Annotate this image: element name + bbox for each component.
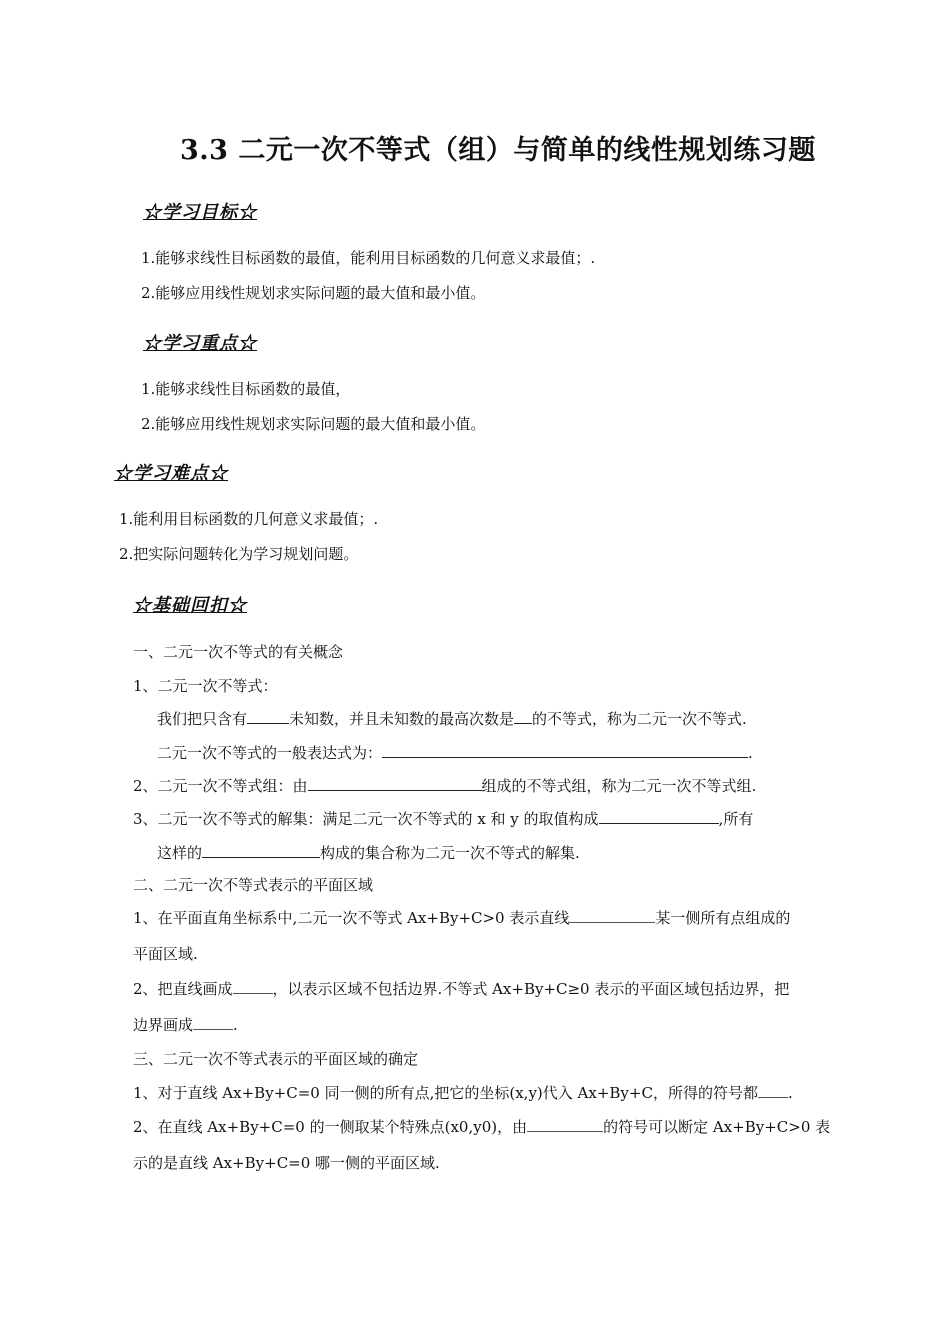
fill-blank[interactable]: [758, 1083, 788, 1098]
fill-blank[interactable]: [247, 709, 289, 724]
section-heading-difficulties: ☆学习难点☆: [114, 463, 228, 484]
text: 未知数，并且未知数的最高次数是: [289, 710, 515, 728]
fill-blank[interactable]: [382, 743, 748, 758]
fill-blank[interactable]: [569, 908, 655, 923]
text: 1、在平面直角坐标系中,二元一次不等式 Ax+By+C>0 表示直线: [133, 909, 570, 927]
text: 2、在直线 Ax+By+C=0 的一侧取某个特殊点(x0,y0)，由: [133, 1118, 528, 1136]
text: 的符号可以断定 Ax+By+C>0 表: [603, 1118, 831, 1136]
text: 二元一次不等式的一般表达式为：: [157, 744, 383, 762]
text: .: [787, 1084, 793, 1102]
part1-item2: [133, 775, 756, 796]
part1-item1-line-b: [157, 742, 753, 763]
part2-item1-line-a: [133, 907, 790, 928]
part3-item2-line-a: [133, 1116, 830, 1137]
section-heading-key-points: ☆学习重点☆: [143, 333, 257, 354]
part2-item1-line-b: 平面区域.: [133, 945, 198, 963]
text: ,所有: [718, 810, 754, 828]
fill-blank[interactable]: [233, 979, 273, 994]
part1-item1-line-a: [157, 708, 747, 729]
fill-blank[interactable]: [527, 1117, 603, 1132]
text: 某一侧所有点组成的: [655, 909, 791, 927]
section-heading-goals: ☆学习目标☆: [143, 202, 257, 223]
text: 边界画成: [133, 1016, 194, 1034]
text: 的不等式，称为二元一次不等式.: [532, 710, 747, 728]
text: 这样的: [157, 844, 203, 862]
goal-item-1: 1.能够求线性目标函数的最值，能利用目标函数的几何意义求最值；.: [141, 249, 596, 267]
goal-item-2: 2.能够应用线性规划求实际问题的最大值和最小值。: [141, 284, 486, 302]
page-title: 3.3 二元一次不等式（组）与简单的线性规划练习题: [180, 135, 816, 166]
difficulty-item-1: 1.能利用目标函数的几何意义求最值；.: [119, 510, 379, 528]
text: ，以表示区域不包括边界.不等式 Ax+By+C≥0 表示的平面区域包括边界，把: [272, 980, 790, 998]
part2-title: 二、二元一次不等式表示的平面区域: [133, 876, 374, 894]
text: 2、把直线画成: [133, 980, 233, 998]
text: 组成的不等式组，称为二元一次不等式组.: [481, 777, 757, 795]
fill-blank[interactable]: [193, 1015, 233, 1030]
text: 1、对于直线 Ax+By+C=0 同一侧的所有点,把它的坐标(x,y)代入 Ax+By+C，所得的符号都: [133, 1084, 758, 1102]
difficulty-item-2: 2.把实际问题转化为学习规划问题。: [119, 545, 359, 563]
part1-item3-line-b: [157, 842, 580, 863]
fill-blank[interactable]: [202, 843, 320, 858]
part3-item1: [133, 1082, 793, 1103]
key-point-item-2: 2.能够应用线性规划求实际问题的最大值和最小值。: [141, 415, 486, 433]
text: .: [233, 1016, 238, 1034]
key-point-item-1: 1.能够求线性目标函数的最值，: [141, 380, 351, 398]
part2-item2-line-b: [133, 1014, 238, 1035]
part3-item2-line-b: 示的是直线 Ax+By+C=0 哪一侧的平面区域.: [133, 1154, 440, 1172]
text: 2、二元一次不等式组：由: [133, 777, 308, 795]
part1-item3-line-a: [133, 808, 753, 829]
section-heading-basics: ☆基础回扣☆: [133, 595, 247, 616]
text: 我们把只含有: [157, 710, 248, 728]
fill-blank[interactable]: [308, 776, 482, 791]
part1-title: 一、二元一次不等式的有关概念: [133, 643, 344, 661]
text: 构成的集合称为二元一次不等式的解集.: [320, 844, 580, 862]
fill-blank[interactable]: [599, 809, 719, 824]
text: .: [748, 744, 753, 762]
part2-item2-line-a: [133, 978, 789, 999]
part1-item1-title: 1、二元一次不等式：: [133, 677, 278, 695]
part3-title: 三、二元一次不等式表示的平面区域的确定: [133, 1050, 419, 1068]
text: 3、二元一次不等式的解集：满足二元一次不等式的 x 和 y 的取值构成: [133, 810, 599, 828]
fill-blank[interactable]: [514, 709, 532, 724]
